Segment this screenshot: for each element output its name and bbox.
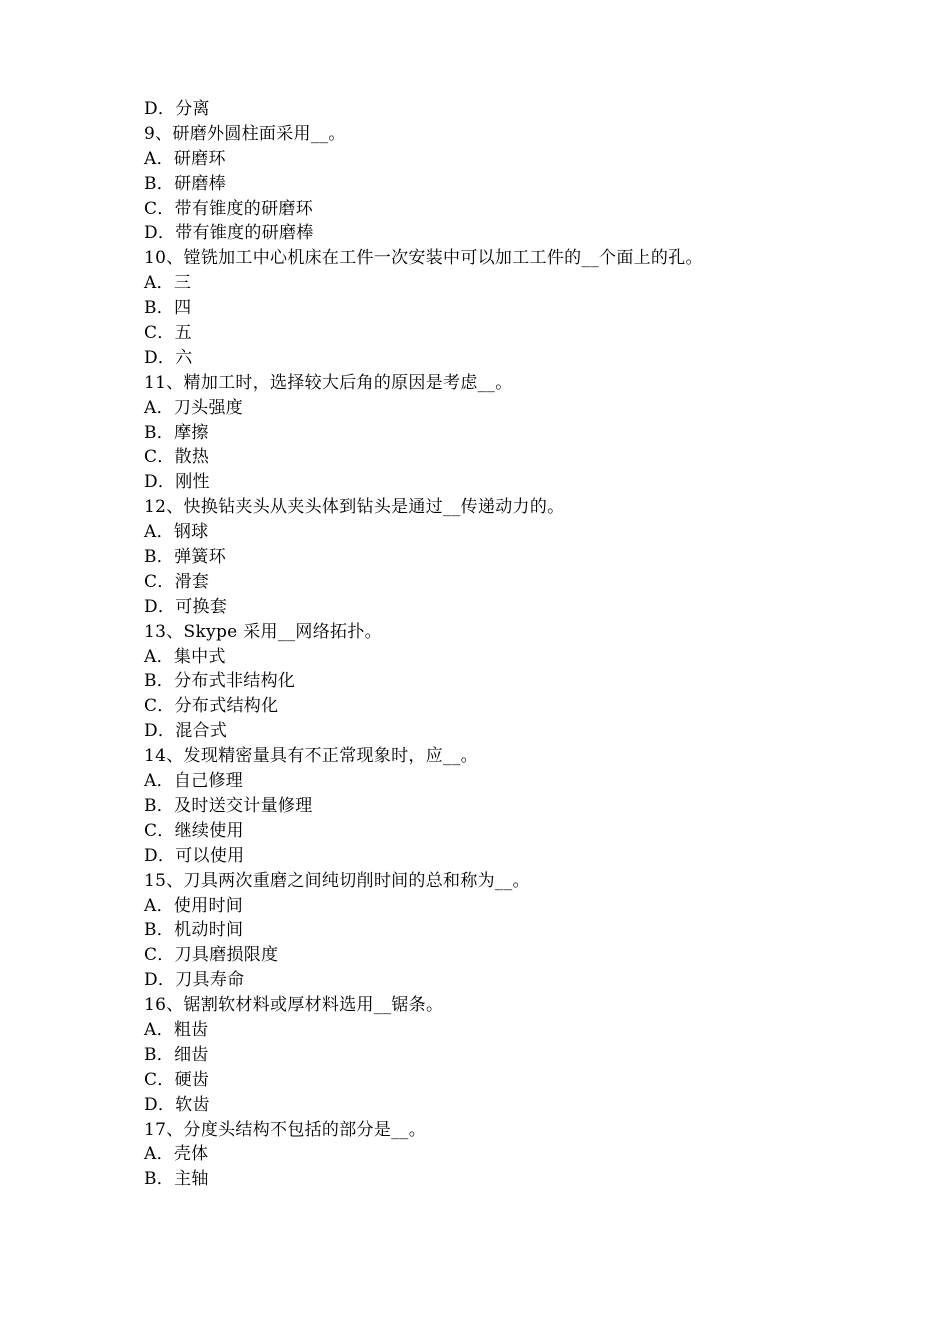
option-line: A．集中式: [144, 646, 226, 667]
option-line: D．刀具寿命: [144, 970, 245, 991]
option-line: B．机动时间: [144, 920, 244, 941]
option-line: A．粗齿: [144, 1019, 209, 1040]
question-line: 11、精加工时，选择较大后角的原因是考虑__。: [144, 372, 513, 393]
option-line: C．继续使用: [144, 820, 244, 841]
option-line: C．分布式结构化: [144, 696, 279, 717]
option-line: C．五: [144, 323, 192, 344]
option-line: A．研磨环: [144, 148, 226, 169]
option-line: D．带有锥度的研磨棒: [144, 223, 314, 244]
option-line: A．自己修理: [144, 771, 244, 792]
option-line: B．摩擦: [144, 422, 209, 443]
option-line: A．壳体: [144, 1144, 209, 1165]
question-line: 14、发现精密量具有不正常现象时，应__。: [144, 746, 478, 767]
option-line: B．四: [144, 298, 192, 319]
question-list: [144, 97, 904, 1192]
question-line: 17、分度头结构不包括的部分是__。: [144, 1119, 427, 1140]
option-line: D．六: [144, 347, 193, 368]
option-line: D．混合式: [144, 721, 228, 742]
question-line: 10、镗铣加工中心机床在工件一次安装中可以加工工件的__个面上的孔。: [144, 248, 703, 269]
question-line: 12、快换钻夹头从夹头体到钻头是通过__传递动力的。: [144, 497, 565, 518]
option-line: D．刚性: [144, 472, 210, 493]
option-line: C．滑套: [144, 571, 210, 592]
option-line: D．可以使用: [144, 845, 245, 866]
option-line: B．细齿: [144, 1044, 209, 1065]
question-line: 13、Skype 采用__网络拓扑。: [144, 621, 382, 642]
option-line: D．可换套: [144, 596, 228, 617]
option-line: B．研磨棒: [144, 173, 226, 194]
option-line: A．使用时间: [144, 895, 244, 916]
question-line: 15、刀具两次重磨之间纯切削时间的总和称为__。: [144, 870, 530, 891]
question-line: 9、研磨外圆柱面采用__。: [144, 123, 346, 144]
option-line: D．软齿: [144, 1094, 210, 1115]
option-line: B．分布式非结构化: [144, 671, 296, 692]
option-line: C．硬齿: [144, 1069, 210, 1090]
question-line: 16、锯割软材料或厚材料选用__锯条。: [144, 995, 444, 1016]
option-line: C．散热: [144, 447, 210, 468]
option-line: A．三: [144, 273, 192, 294]
option-line: A．钢球: [144, 522, 209, 543]
option-line: C．带有锥度的研磨环: [144, 198, 314, 219]
option-line: D．分离: [144, 99, 210, 119]
option-line: A．刀头强度: [144, 397, 244, 418]
option-line: B．弹簧环: [144, 547, 226, 568]
option-line: B．主轴: [144, 1169, 209, 1190]
option-line: B．及时送交计量修理: [144, 795, 313, 816]
option-line: C．刀具磨损限度: [144, 945, 279, 966]
